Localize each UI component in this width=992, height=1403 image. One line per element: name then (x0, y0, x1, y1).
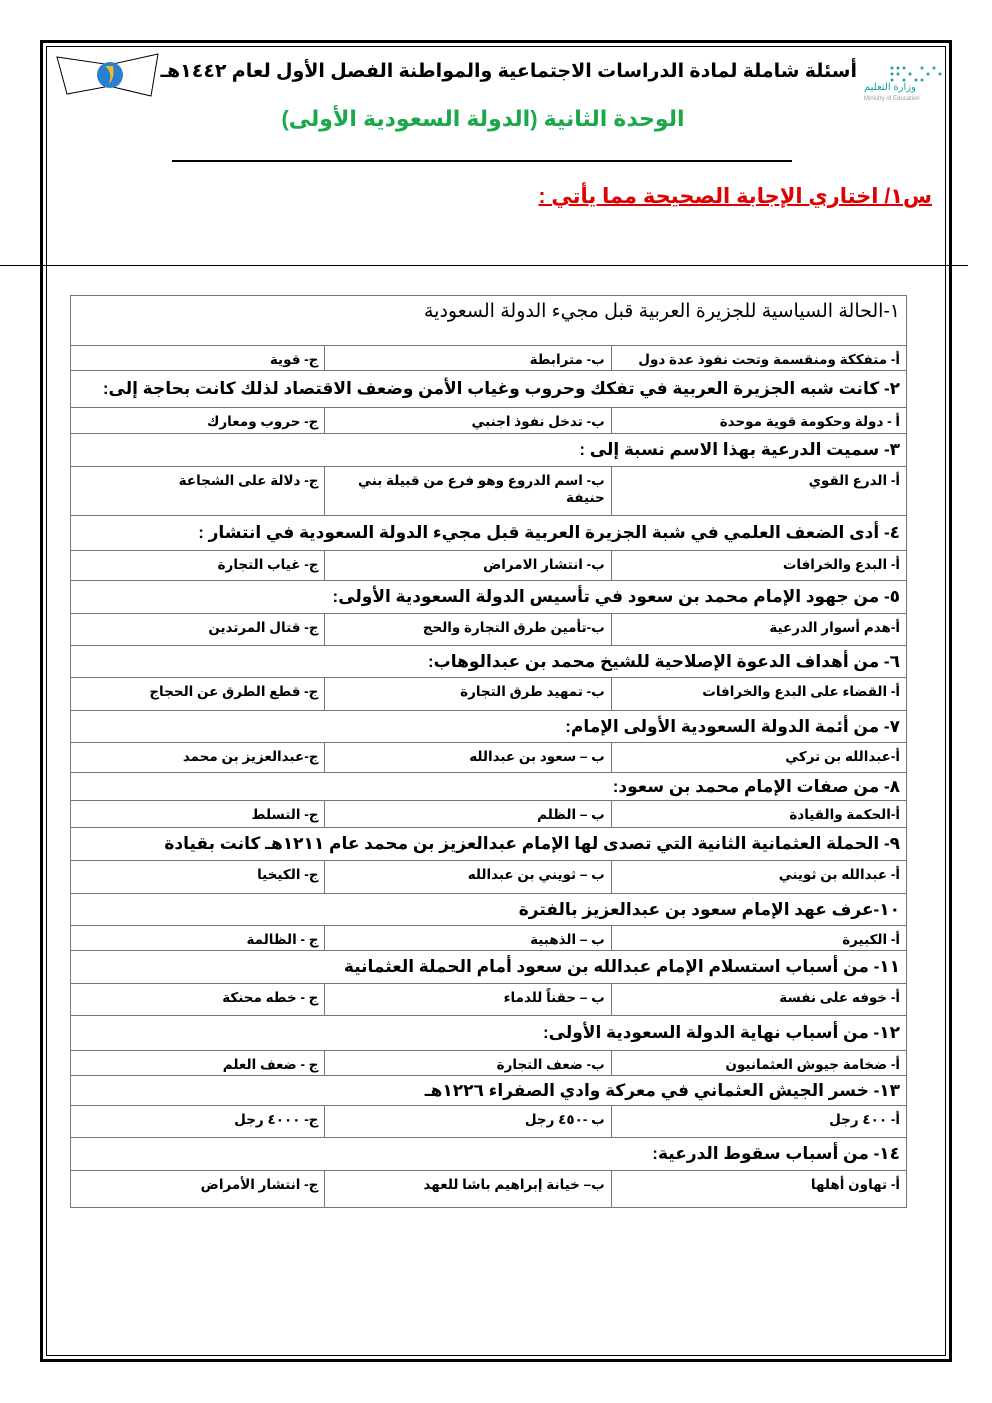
question-row (71, 296, 907, 346)
option-a[interactable]: أ- ضخامة جيوش العثمانيون (611, 1051, 906, 1076)
options-row (71, 346, 907, 371)
options-row (71, 801, 907, 828)
school-logo-icon (55, 52, 160, 97)
options-row (71, 861, 907, 894)
unit-subtitle: الوحدة الثانية (الدولة السعودية الأولى) (281, 106, 685, 131)
option-a[interactable]: أ- القضاء على البدع والخرافات (611, 678, 906, 711)
option-b[interactable]: ب- تمهيد طرق التجارة (325, 678, 611, 711)
question-text: ٥- من جهود الإمام محمد بن سعود في تأسيس الدولة السعودية الأولى: (71, 581, 907, 614)
question-row (71, 1076, 907, 1106)
question-row (71, 1138, 907, 1171)
option-a[interactable]: أ- البدع والخرافات (611, 551, 906, 581)
option-b[interactable]: ب- ضعف التجارة (325, 1051, 611, 1076)
option-c[interactable]: ج- الكيخيا (71, 861, 325, 894)
option-b[interactable]: ب – ثويني بن عبدالله (325, 861, 611, 894)
option-b[interactable]: ب- تدخل نفوذ اجنبي (325, 408, 611, 434)
question-row (71, 828, 907, 861)
option-b[interactable]: ب- مترابطة (325, 346, 611, 371)
option-c[interactable]: ج- دلالة على الشجاعة (71, 467, 325, 516)
question-text: ٦- من أهداف الدعوة الإصلاحية للشيخ محمد بن عبدالوهاب: (71, 646, 907, 678)
question-text: ١-الحالة السياسية للجزيرة العربية قبل مجيء الدولة السعودية (71, 296, 907, 346)
option-c[interactable]: ج - الظالمة (71, 926, 325, 951)
options-row (71, 984, 907, 1016)
options-row (71, 1051, 907, 1076)
option-a[interactable]: أ- خوفه على نفسة (611, 984, 906, 1016)
question-heading: س١/ اختاري الإجابة الصحيحة مما يأتي : (538, 185, 932, 208)
option-a[interactable]: أ- الكبيرة (611, 926, 906, 951)
option-a[interactable]: أ - دولة وحكومة قوية موحدة (611, 408, 906, 434)
option-a[interactable]: أ- متفككة ومنقسمة وتحت نفوذ عدة دول (611, 346, 906, 371)
horizontal-divider (0, 265, 968, 266)
options-row (71, 467, 907, 516)
question-row (71, 894, 907, 926)
question-row (71, 1016, 907, 1051)
option-b[interactable]: ب -٤٥٠ رجل (325, 1106, 611, 1138)
option-c[interactable]: ج- قتال المرتدين (71, 614, 325, 646)
option-c[interactable]: ج- التسلط (71, 801, 325, 828)
option-c[interactable]: ج- غياب التجارة (71, 551, 325, 581)
question-text: ١٢- من أسباب نهاية الدولة السعودية الأولى: (71, 1016, 907, 1051)
question-row (71, 711, 907, 743)
question-text: ٧- من أئمة الدولة السعودية الأولى الإمام: (71, 711, 907, 743)
option-a[interactable]: أ- الدرع القوي (611, 467, 906, 516)
option-a[interactable]: أ- عبدالله بن ثويني (611, 861, 906, 894)
page-title: أسئلة شاملة لمادة الدراسات الاجتماعية والمواطنة الفصل الأول لعام ١٤٤٢هـ (160, 61, 857, 82)
option-a[interactable]: أ- تهاون أهلها (611, 1171, 906, 1208)
ministry-logo-text: وزارة التعليم (864, 82, 916, 93)
question-row (71, 773, 907, 801)
question-text: ١١- من أسباب استسلام الإمام عبدالله بن سعود أمام الحملة العثمانية (71, 951, 907, 984)
question-text: ٤- أدى الضعف العلمي في شبة الجزيرة العربية قبل مجيء الدولة السعودية في انتشار : (71, 516, 907, 551)
option-c[interactable]: ج - خطه محنكة (71, 984, 325, 1016)
question-text: ٢- كانت شبه الجزيرة العربية في تفكك وحروب وغياب الأمن وضعف الاقتصاد لذلك كانت بحاجة إلى: (71, 371, 907, 408)
option-b[interactable]: ب- انتشار الامراض (325, 551, 611, 581)
question-text: ٩- الحملة العثمانية الثانية التي تصدى لها الإمام عبدالعزيز بن محمد عام ١٢١١هـ كانت بقيادة (71, 828, 907, 861)
options-row (71, 926, 907, 951)
option-b[interactable]: ب – الذهبية (325, 926, 611, 951)
option-a[interactable]: أ-هدم أسوار الدرعية (611, 614, 906, 646)
question-row (71, 434, 907, 467)
option-c[interactable]: ج - ضعف العلم (71, 1051, 325, 1076)
option-b[interactable]: ب – الظلم (325, 801, 611, 828)
option-c[interactable]: ج- قوية (71, 346, 325, 371)
title-rule (172, 160, 792, 162)
option-c[interactable]: ج-عبدالعزيز بن محمد (71, 743, 325, 773)
question-row (71, 951, 907, 984)
option-b[interactable]: ب – حقناً للدماء (325, 984, 611, 1016)
options-row (71, 614, 907, 646)
option-c[interactable]: ج- انتشار الأمراض (71, 1171, 325, 1208)
option-c[interactable]: ج- حروب ومعارك (71, 408, 325, 434)
option-b[interactable]: ب– خيانة إبراهيم باشا للعهد (325, 1171, 611, 1208)
option-c[interactable]: ج- ٤٠٠٠ رجل (71, 1106, 325, 1138)
option-c[interactable]: ج- قطع الطرق عن الحجاج (71, 678, 325, 711)
options-row (71, 551, 907, 581)
question-text: ١٤- من أسباب سقوط الدرعية: (71, 1138, 907, 1171)
question-text: ٣- سميت الدرعية بهذا الاسم نسبة إلى : (71, 434, 907, 467)
question-row (71, 516, 907, 551)
options-row (71, 1106, 907, 1138)
options-row (71, 743, 907, 773)
options-row (71, 678, 907, 711)
question-text: ٨- من صفات الإمام محمد بن سعود: (71, 773, 907, 801)
option-a[interactable]: أ-الحكمة والقيادة (611, 801, 906, 828)
option-a[interactable]: أ-عبدالله بن تركي (611, 743, 906, 773)
question-text: ١٣- خسر الجيش العثماني في معركة وادي الصفراء ١٢٢٦هـ (71, 1076, 907, 1106)
option-a[interactable]: أ- ٤٠٠ رجل (611, 1106, 906, 1138)
options-row (71, 1171, 907, 1208)
options-row (71, 408, 907, 434)
option-b[interactable]: ب – سعود بن عبدالله (325, 743, 611, 773)
question-row (71, 371, 907, 408)
question-text: ١٠-عرف عهد الإمام سعود بن عبدالعزيز بالفترة (71, 894, 907, 926)
ministry-logo-english: Ministry of Education (864, 96, 920, 102)
questions-table (70, 295, 907, 1208)
option-b[interactable]: ب-تأمين طرق التجارة والحج (325, 614, 611, 646)
question-row (71, 646, 907, 678)
option-b[interactable]: ب- اسم الدروع وهو فرع من قبيلة بني حنيفة (325, 467, 611, 516)
question-row (71, 581, 907, 614)
